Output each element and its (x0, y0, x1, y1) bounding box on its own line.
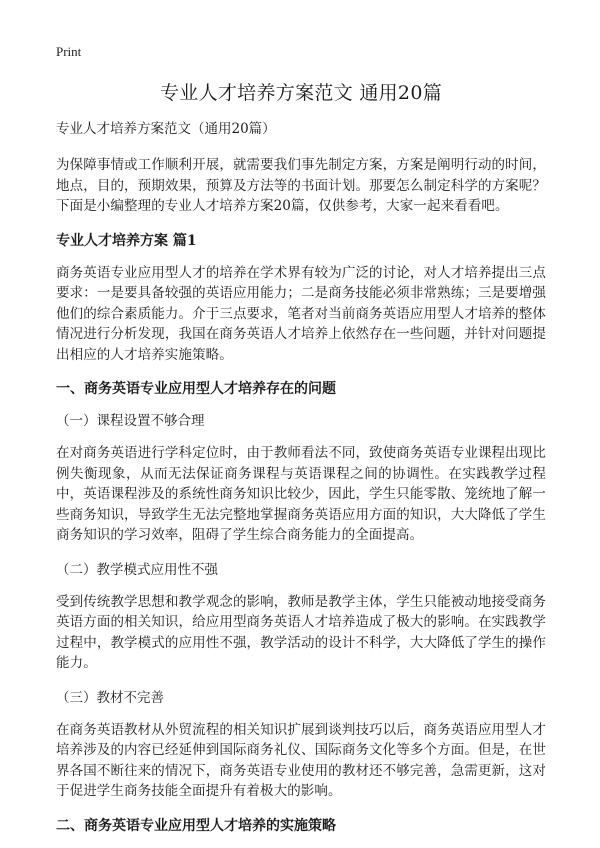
section1-heading: 一、商务英语专业应用型人才培养存在的问题 (56, 381, 336, 397)
article-heading: 专业人才培养方案 篇1 (56, 232, 197, 249)
section1-subheading-3: （三）教材不完善 (56, 689, 164, 706)
document-subtitle: 专业人才培养方案范文（通用20篇） (56, 121, 276, 137)
article-intro-paragraph: 商务英语专业应用型人才的培养在学术界有较为广泛的讨论，对人才培养提出三点要求：一是要具备较强的英语应用能力；二是商务技能必须非常熟练；三是要增强他们的综合素质能力。介于三点要求，笔者对当前商务英语应用型人才培养的整体情况进行分析发现，我国在商务英语人才培养上依然存在一些问题，并针对问题提出相应的人才培养实施策略。 (56, 264, 546, 363)
intro-paragraph: 为保障事情或工作顺利开展，就需要我们事先制定方案，方案是阐明行动的时间，地点，目的，预期效果，预算及方法等的书面计划。那要怎么制定科学的方案呢？下面是小编整理的专业人才培养方案20篇，仅供参考，大家一起来看看吧。 (56, 157, 546, 214)
section1-subheading-1: （一）课程设置不够合理 (56, 413, 205, 429)
section1-subheading-2: （二）教学模式应用性不强 (56, 561, 218, 578)
section2-heading: 二、商务英语专业应用型人才培养的实施策略 (56, 817, 336, 834)
section1-paragraph-3: 在商务英语教材从外贸流程的相关知识扩展到谈判技巧以后，商务英语应用型人才培养涉及的内容已经延伸到国际商务礼仪、国际商务文化等多个方面。但是，在世界各国不断往来的情况下，商务英语专业使用的教材还不够完善，急需更新，这对于促进学生商务技能全面提升有着极大的影响。 (56, 721, 546, 799)
document-title: 专业人才培养方案范文 通用20篇 (159, 82, 443, 104)
document-body (56, 70, 546, 848)
print-link[interactable]: Print (56, 44, 82, 59)
section1-paragraph-1: 在对商务英语进行学科定位时，由于教师看法不同，致使商务英语专业课程出现比例失衡现象，从而无法保证商务课程与英语课程之间的协调性。在实践教学过程中，英语课程涉及的系统性商务知识比较少，因此，学生只能零散、笼统地了解一些商务知识，导致学生无法完整地掌握商务英语应用方面的知识，大大降低了学生商务知识的学习效率，阻碍了学生综合商务能力的全面提高。 (56, 445, 546, 543)
section1-paragraph-2: 受到传统教学思想和教学观念的影响，教师是教学主体，学生只能被动地接受商务英语方面的相关知识，给应用型商务英语人才培养造成了极大的影响。在实践教学过程中，教学模式的应用性不强，教学活动的设计不科学，大大降低了学生的操作能力。 (56, 593, 546, 671)
